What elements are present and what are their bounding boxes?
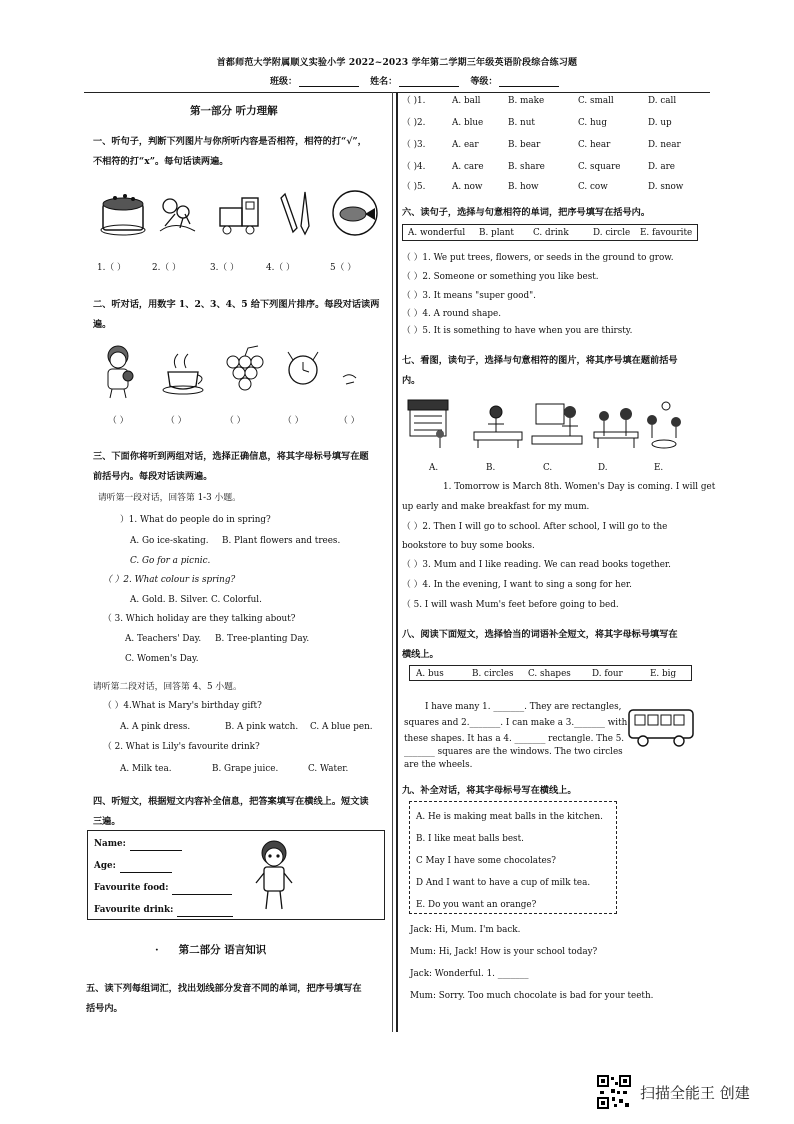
section5-instruction-1: 五、读下列每组词汇，找出划线部分发音不同的单词，把序号填写在 bbox=[86, 983, 362, 994]
exam-title: 首都师范大学附属顺义实验小学 2022~2023 学年第二学期三年级英语阶段综合练习题 bbox=[216, 58, 578, 68]
s3-question-5: （ 2. What is Lily's favourite drink? bbox=[103, 742, 260, 752]
s5-row-4-d: D. are bbox=[648, 162, 675, 172]
section1-answer-2[interactable]: 2.（ ） bbox=[152, 263, 181, 273]
s7-item-2-line-1: （ ）2. Then I will go to school. After school, I will go to the bbox=[402, 522, 668, 532]
section1-answer-1[interactable]: 1.（ ） bbox=[97, 263, 126, 273]
s8-word-d: D. four bbox=[592, 669, 623, 679]
s5-row-5-b: B. how bbox=[508, 182, 539, 192]
s8-passage-line-1: I have many 1. _______. They are rectangles, bbox=[425, 702, 622, 712]
class-label: 班级： bbox=[270, 77, 298, 87]
s9-dialog-line-4: Mum: Sorry. Too much chocolate is bad for your teeth. bbox=[410, 991, 654, 1001]
section2-pictures bbox=[98, 342, 388, 400]
cartoon-boy-picture bbox=[254, 837, 294, 915]
s5-row-3-c: C. hear bbox=[578, 140, 611, 150]
s8-passage-line-2: squares and 2._______. I can make a 3._______ with bbox=[404, 718, 628, 728]
s5-row-1-num[interactable]: （ )1. bbox=[402, 96, 426, 106]
qr-code-icon bbox=[597, 1075, 631, 1109]
s5-row-5-a: A. now bbox=[452, 182, 483, 192]
s9-option-b: B. I like meat balls best. bbox=[416, 834, 524, 844]
s3-question-3: （ 3. Which holiday are they talking about? bbox=[103, 614, 296, 624]
section8-word-box bbox=[409, 665, 692, 681]
s5-row-4-a: A. care bbox=[452, 162, 484, 172]
info-drink-label: Favourite drink: bbox=[94, 903, 233, 917]
section1-answer-4[interactable]: 4.（ ） bbox=[266, 263, 295, 273]
s3-question-2: （ ）2. What colour is spring? bbox=[103, 575, 236, 585]
s5-row-2-c: C. hug bbox=[578, 118, 607, 128]
s5-row-4-num[interactable]: （ )4. bbox=[402, 162, 426, 172]
info-food-label: Favourite food: bbox=[94, 881, 232, 895]
section3-dialog1-intro: 请听第一段对话，回答第 1-3 小题。 bbox=[98, 493, 241, 503]
student-info-line bbox=[270, 74, 567, 87]
s3-q5-option-b[interactable]: B. Grape juice. bbox=[212, 764, 279, 774]
s5-row-4-b: B. share bbox=[508, 162, 545, 172]
s5-row-2-num[interactable]: （ )2. bbox=[402, 118, 426, 128]
kitchen-picture bbox=[474, 406, 522, 448]
section3-instruction-2: 前括号内。每段对话读两遍。 bbox=[93, 471, 213, 482]
section7-pictures bbox=[404, 396, 694, 452]
s3-q1-option-c[interactable]: C. Go for a picnic. bbox=[130, 556, 211, 566]
s6-word-a: A. wonderful bbox=[408, 228, 466, 238]
section1-answer-3[interactable]: 3.（ ） bbox=[210, 263, 239, 273]
s8-word-e: E. big bbox=[650, 669, 677, 679]
section8-instruction-1: 八、阅读下面短文，选择恰当的词语补全短文，将其字母标号填写在 bbox=[402, 629, 678, 640]
s5-row-2-a: A. blue bbox=[452, 118, 484, 128]
scanner-watermark: 扫描全能王 创建 bbox=[640, 1084, 750, 1102]
s6-item-1: （ ）1. We put trees, flowers, or seeds in the ground to grow. bbox=[402, 253, 674, 263]
s5-row-1-c: C. small bbox=[578, 96, 614, 106]
bus-picture bbox=[626, 706, 698, 750]
grapes-picture bbox=[227, 346, 263, 390]
boy-eating-picture bbox=[108, 346, 133, 398]
s6-word-e: E. favourite bbox=[640, 228, 693, 238]
section2-instruction-2: 遍。 bbox=[93, 319, 112, 330]
part2-title: · 第二部分 语言知识 bbox=[155, 944, 267, 956]
s3-q4-option-a[interactable]: A. A pink dress. bbox=[120, 722, 191, 732]
s8-passage-line-3: these shapes. It has a 4. _______ rectangle. The 5. bbox=[404, 734, 625, 744]
s3-question-1: ）1. What do people do in spring? bbox=[120, 515, 271, 525]
s5-row-3-b: B. bear bbox=[508, 140, 541, 150]
s6-word-d: D. circle bbox=[593, 228, 631, 238]
s6-word-b: B. plant bbox=[479, 228, 514, 238]
s9-dialog-line-2: Mum: Hi, Jack! How is your school today? bbox=[410, 947, 598, 957]
washing-feet-picture bbox=[647, 402, 681, 448]
tea-cup-picture bbox=[163, 354, 203, 394]
scribble-picture bbox=[343, 375, 356, 384]
bookstore-picture bbox=[408, 400, 448, 448]
s7-label-d: D. bbox=[598, 463, 608, 473]
s5-row-2-b: B. nut bbox=[508, 118, 535, 128]
s5-row-4-c: C. square bbox=[578, 162, 621, 172]
s7-label-a: A. bbox=[429, 463, 439, 473]
s3-q3-option-a[interactable]: A. Teachers' Day. bbox=[125, 634, 202, 644]
s8-word-b: B. circles bbox=[472, 669, 514, 679]
section5-instruction-2: 括号内。 bbox=[86, 1003, 123, 1014]
singing-picture bbox=[532, 404, 582, 444]
s7-item-2-line-2: bookstore to buy some books. bbox=[402, 541, 535, 551]
train-picture bbox=[220, 198, 258, 234]
section6-word-box bbox=[402, 224, 698, 241]
s3-question-4: （ ）4.What is Mary's birthday gift? bbox=[103, 701, 262, 711]
cake-picture bbox=[101, 194, 145, 235]
s9-dialog-line-3: Jack: Wonderful. 1. _______ bbox=[410, 969, 529, 979]
s5-row-5-c: C. cow bbox=[578, 182, 608, 192]
s7-label-c: C. bbox=[543, 463, 553, 473]
column-divider bbox=[396, 92, 398, 1032]
s8-word-a: A. bus bbox=[416, 669, 444, 679]
watch-picture bbox=[288, 352, 318, 384]
s3-q3-option-c[interactable]: C. Women's Day. bbox=[125, 654, 199, 664]
column-divider-inner bbox=[392, 92, 393, 1032]
s7-label-e: E. bbox=[654, 463, 664, 473]
s5-row-1-d: D. call bbox=[648, 96, 677, 106]
s5-row-3-num[interactable]: （ )3. bbox=[402, 140, 426, 150]
section6-instruction: 六、读句子，选择与句意相符的单词，把序号填写在括号内。 bbox=[402, 207, 651, 218]
s5-row-1-a: A. ball bbox=[452, 96, 481, 106]
section4-info-box bbox=[87, 830, 385, 920]
s9-option-a: A. He is making meat balls in the kitchen. bbox=[416, 812, 603, 822]
s3-q1-option-a[interactable]: A. Go ice-skating. bbox=[130, 536, 209, 546]
name-label: 姓名： bbox=[370, 77, 398, 87]
s5-row-5-d: D. snow bbox=[648, 182, 684, 192]
section7-instruction-1: 七、看图，读句子，选择与句意相符的图片，将其序号填在题前括号 bbox=[402, 355, 678, 366]
s3-q1-option-b[interactable]: B. Plant flowers and trees. bbox=[222, 536, 341, 546]
section1-instruction-1: 一、听句子，判断下列图片与你所听内容是否相符，相符的打“√”， bbox=[93, 136, 367, 147]
s3-q4-option-b[interactable]: B. A pink watch. bbox=[225, 722, 299, 732]
section9-instruction: 九、补全对话，将其字母标号写在横线上。 bbox=[402, 785, 577, 796]
section8-instruction-2: 横线上。 bbox=[402, 649, 439, 660]
s6-item-4: （ ）4. A round shape. bbox=[402, 309, 502, 319]
section2-answer-4[interactable]: （ ） bbox=[283, 416, 304, 426]
section7-instruction-2: 内。 bbox=[402, 375, 421, 386]
section3-dialog2-intro: 请听第二段对话，回答第 4、5 小题。 bbox=[93, 682, 242, 692]
section4-instruction-1: 四、听短文，根据短文内容补全信息，把答案填写在横线上。短文读 bbox=[93, 796, 369, 807]
name-blank bbox=[399, 78, 459, 87]
s3-q3-option-b[interactable]: B. Tree-planting Day. bbox=[215, 634, 310, 644]
section2-instruction-1: 二、听对话，用数字 1、2、3、4、5 给下列图片排序。每段对话读两 bbox=[93, 299, 380, 310]
s6-item-3: （ ）3. It means "super good". bbox=[402, 291, 536, 301]
s7-item-5: （ 5. I will wash Mum's feet before going to bed. bbox=[402, 600, 619, 610]
s6-item-5: （ ）5. It is something to have when you are thirsty. bbox=[402, 326, 633, 336]
pencils-picture bbox=[281, 192, 309, 234]
section4-instruction-2: 三遍。 bbox=[93, 816, 121, 827]
s9-dialog-line-1: Jack: Hi, Mum. I'm back. bbox=[410, 925, 521, 935]
s6-word-c: C. drink bbox=[533, 228, 569, 238]
s9-option-e: E. Do you want an orange? bbox=[416, 900, 537, 910]
s5-row-3-d: D. near bbox=[648, 140, 681, 150]
s9-option-d: D And I want to have a cup of milk tea. bbox=[416, 878, 591, 888]
s5-row-3-a: A. ear bbox=[452, 140, 479, 150]
grade-blank bbox=[499, 78, 559, 87]
info-name-label: Name: bbox=[94, 837, 182, 851]
s5-row-2-d: D. up bbox=[648, 118, 672, 128]
class-blank bbox=[299, 78, 359, 87]
section2-answer-3[interactable]: （ ） bbox=[225, 416, 246, 426]
s8-passage-line-4: _______ squares are the windows. The two circles bbox=[404, 747, 623, 757]
s7-item-1-line-1: 1. Tomorrow is March 8th. Women's Day is coming. I will get bbox=[443, 482, 716, 492]
s7-item-4: （ ）4. In the evening, I want to sing a song for her. bbox=[402, 580, 632, 590]
s5-row-1-b: B. make bbox=[508, 96, 545, 106]
s3-q5-option-c[interactable]: C. Water. bbox=[308, 764, 349, 774]
s7-label-b: B. bbox=[486, 463, 496, 473]
s8-word-c: C. shapes bbox=[528, 669, 571, 679]
grade-label: 等级： bbox=[470, 77, 498, 87]
s9-option-c: C May I have some chocolates? bbox=[416, 856, 556, 866]
s3-q2-options[interactable]: A. Gold. B. Silver. C. Colorful. bbox=[130, 595, 262, 605]
section2-answer-2[interactable]: （ ） bbox=[166, 416, 187, 426]
s7-item-1-line-2: up early and make breakfast for my mum. bbox=[402, 502, 590, 512]
s7-item-3: （ ）3. Mum and I like reading. We can read books together. bbox=[402, 560, 671, 570]
fish-picture bbox=[333, 191, 377, 235]
s3-q4-option-c[interactable]: C. A blue pen. bbox=[310, 722, 373, 732]
s8-passage-line-5: are the wheels. bbox=[404, 760, 473, 770]
info-age-label: Age: bbox=[94, 859, 172, 873]
s5-row-5-num[interactable]: （ )5. bbox=[402, 182, 426, 192]
s6-item-2: （ ）2. Someone or something you like best. bbox=[402, 272, 599, 282]
flowers-picture bbox=[160, 199, 195, 231]
section1-instruction-2: 不相符的打“x”。每句话读两遍。 bbox=[93, 156, 229, 167]
reading-picture bbox=[594, 408, 638, 448]
section2-answer-5[interactable]: （ ） bbox=[339, 416, 360, 426]
section9-option-box bbox=[409, 801, 617, 914]
section2-answer-1[interactable]: （ ） bbox=[108, 416, 129, 426]
section1-answer-5[interactable]: 5（ ） bbox=[330, 263, 356, 273]
part1-title: 第一部分 听力理解 bbox=[190, 105, 278, 117]
section3-instruction-1: 三、下面你将听到两组对话，选择正确信息，将其字母标号填写在题 bbox=[93, 451, 369, 462]
section1-pictures bbox=[95, 186, 385, 240]
s3-q5-option-a[interactable]: A. Milk tea. bbox=[120, 764, 172, 774]
